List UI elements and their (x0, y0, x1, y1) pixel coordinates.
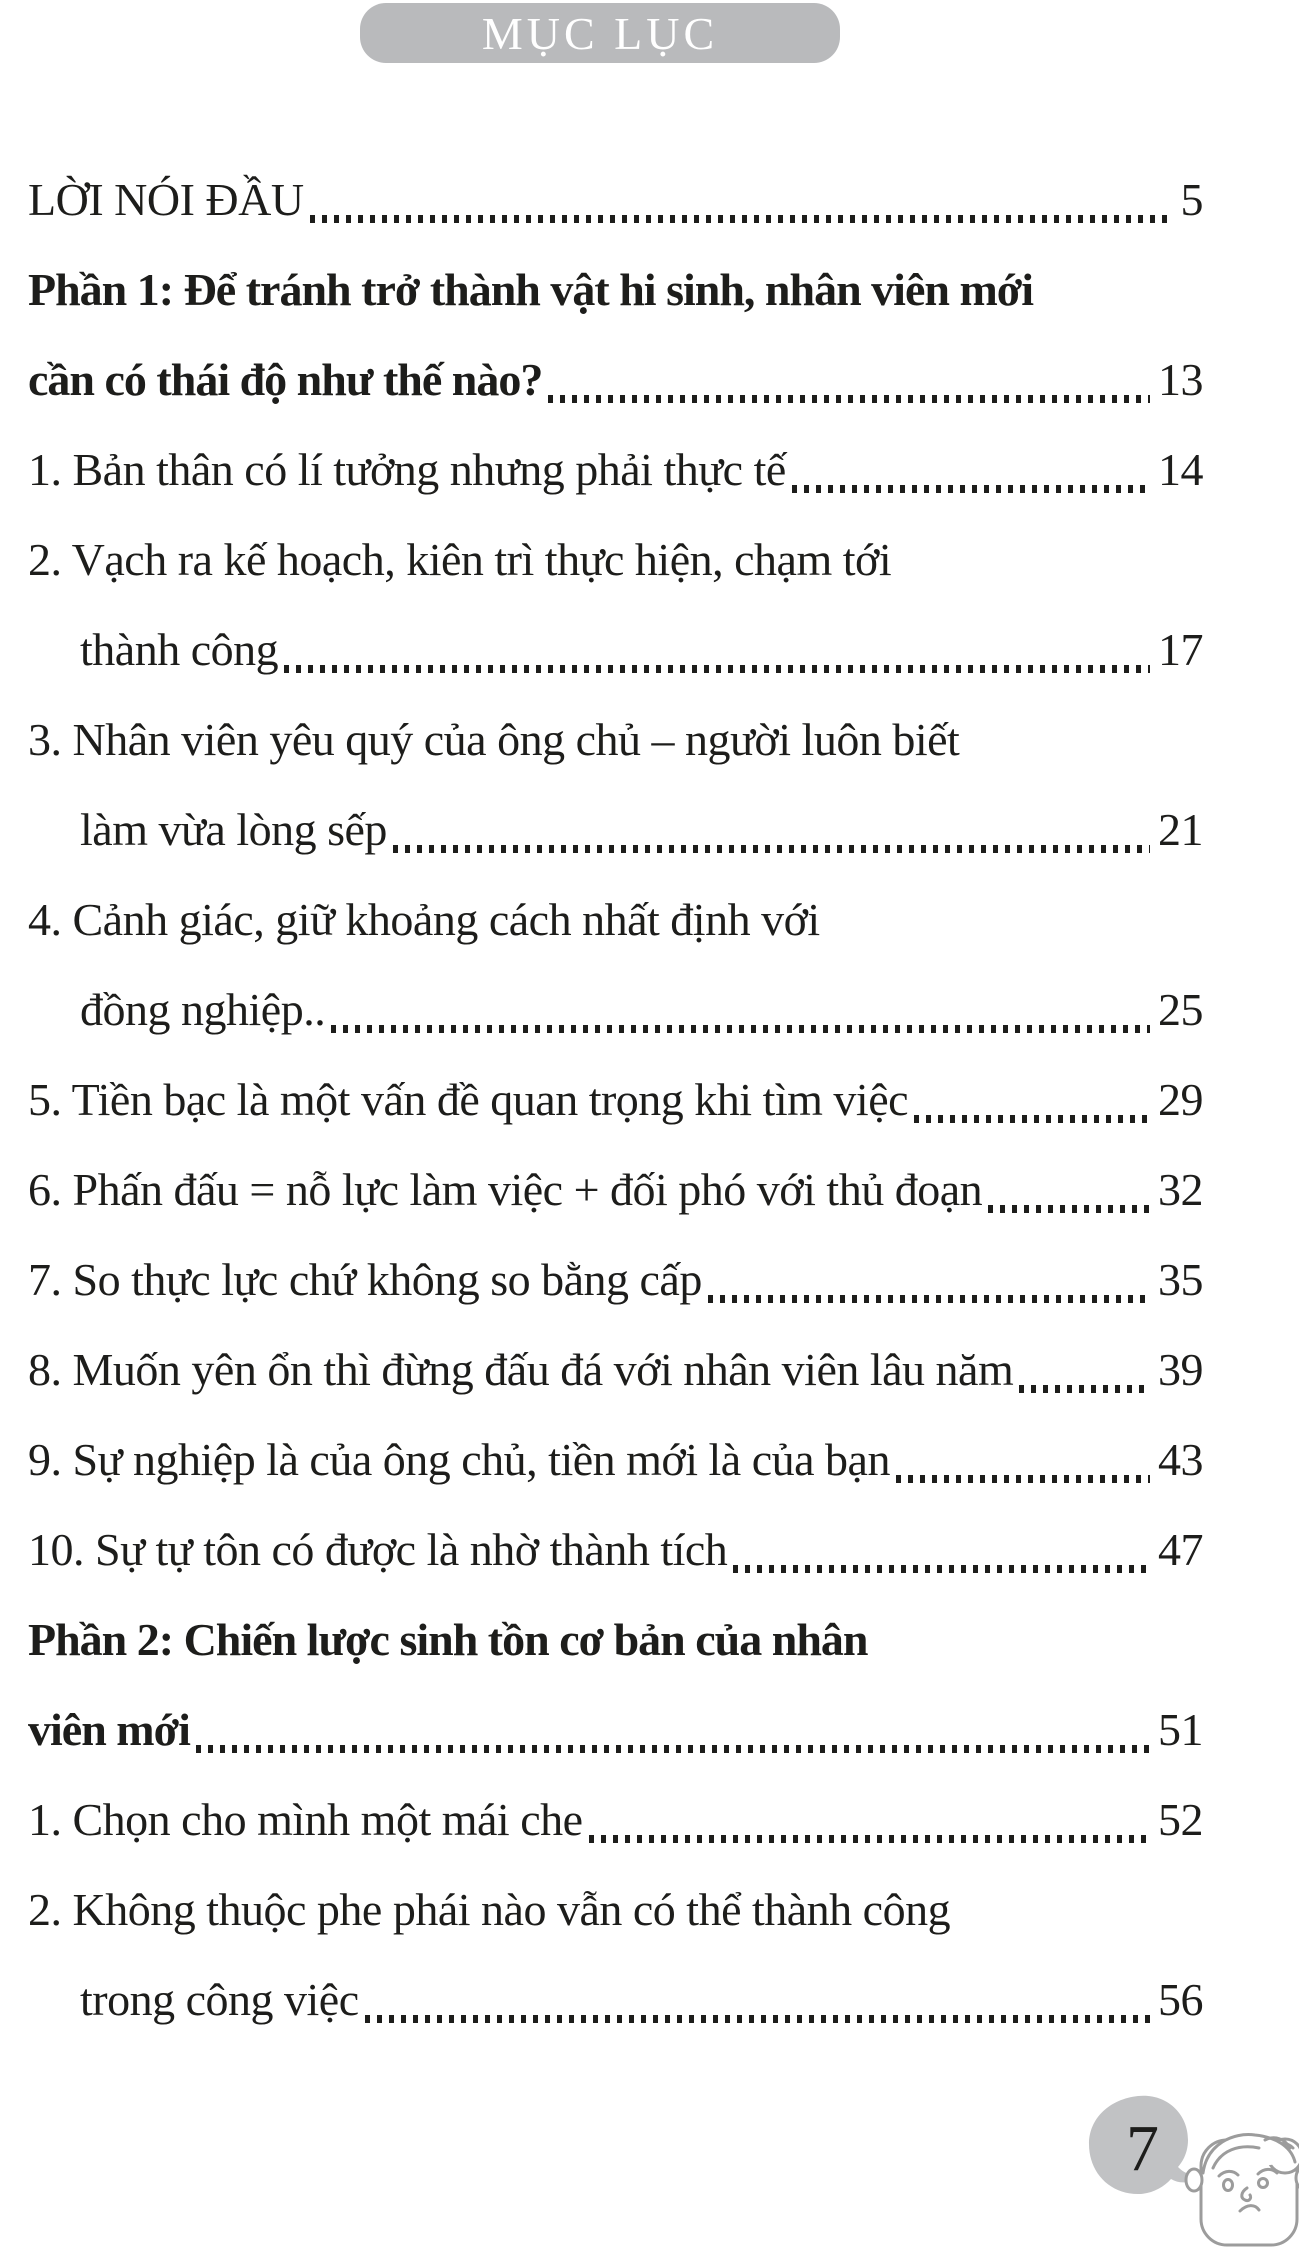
toc-entry-title: 2. Vạch ra kế hoạch, kiên trì thực hiện, chạm tới (28, 534, 892, 585)
toc-entry-title: 10. Sự tự tôn có được là nhờ thành tích (28, 1524, 728, 1575)
toc-entry-title: 7. So thực lực chứ không so bằng cấp (28, 1254, 702, 1305)
toc-entry-page: 32 (1158, 1164, 1203, 1215)
toc-entry (28, 1595, 1203, 1685)
toc-entry (28, 1955, 1203, 2045)
toc-entry (28, 965, 1203, 1055)
toc-entry-page: 17 (1158, 624, 1203, 675)
toc-entry-page: 51 (1158, 1704, 1203, 1755)
toc-entry (28, 1505, 1203, 1595)
toc-entry-title: đồng nghiệp.. (80, 984, 326, 1035)
toc-entry-page: 56 (1158, 1974, 1203, 2025)
toc-entry-title: 1. Chọn cho mình một mái che (28, 1794, 583, 1845)
dot-leader (589, 1835, 1150, 1843)
toc-entry (28, 1145, 1203, 1235)
dot-leader (365, 2015, 1150, 2023)
toc-entry (28, 875, 1203, 965)
toc-entry-title: LỜI NÓI ĐẦU (28, 174, 304, 225)
toc-entry (28, 1775, 1203, 1865)
toc-entry-page: 35 (1158, 1254, 1203, 1305)
toc-entry (28, 1865, 1203, 1955)
toc-entry-title: 4. Cảnh giác, giữ khoảng cách nhất định với (28, 894, 820, 945)
toc-entry-title: 6. Phấn đấu = nỗ lực làm việc + đối phó với thủ đoạn (28, 1164, 983, 1215)
toc-entry-title: Phần 2: Chiến lược sinh tồn cơ bản của nhân (28, 1614, 868, 1665)
toc-entry-page: 13 (1158, 354, 1203, 405)
toc-entry-page: 39 (1158, 1344, 1203, 1395)
toc-entry-title: 5. Tiền bạc là một vấn đề quan trọng khi tìm việc (28, 1074, 909, 1125)
toc-entry (28, 335, 1203, 425)
toc-entry (28, 425, 1203, 515)
toc-entry (28, 245, 1203, 335)
toc-entry-title: cần có thái độ như thế nào? (28, 354, 543, 405)
toc-entry (28, 1325, 1203, 1415)
toc-entry-title: 8. Muốn yên ổn thì đừng đấu đá với nhân viên lâu năm (28, 1344, 1014, 1395)
dot-leader (331, 1025, 1150, 1033)
toc-entry-title: Phần 1: Để tránh trở thành vật hi sinh, nhân viên mới (28, 264, 1034, 315)
toc-entry (28, 1055, 1203, 1145)
toc-entry-page: 5 (1180, 174, 1203, 225)
toc-entry (28, 1685, 1203, 1775)
dot-leader (393, 845, 1150, 853)
toc-entry-page: 52 (1158, 1794, 1203, 1845)
toc-entry-title: thành công (80, 624, 279, 675)
dot-leader (792, 485, 1150, 493)
toc-entry-title: viên mới (28, 1704, 190, 1755)
dot-leader (548, 395, 1150, 403)
toc-entry-title: 1. Bản thân có lí tưởng nhưng phải thực tế (28, 444, 786, 495)
toc-entry-page: 14 (1158, 444, 1203, 495)
toc-entry-title: trong công việc (80, 1974, 359, 2025)
toc-entry-page: 43 (1158, 1434, 1203, 1485)
toc-entry-page: 21 (1158, 804, 1203, 855)
toc-entry (28, 1415, 1203, 1505)
toc-entry-title: 9. Sự nghiệp là của ông chủ, tiền mới là của bạn (28, 1434, 890, 1485)
toc-entry (28, 695, 1203, 785)
grandma-face-icon (1163, 2118, 1299, 2258)
toc-entry (28, 785, 1203, 875)
toc-entry (28, 605, 1203, 695)
dot-leader (988, 1205, 1150, 1213)
toc-list (28, 155, 1203, 2045)
toc-entry-page: 47 (1158, 1524, 1203, 1575)
dot-leader (914, 1115, 1150, 1123)
toc-header-banner (360, 3, 840, 63)
page-title: MỤC LỤC (481, 7, 719, 59)
dot-leader (708, 1295, 1150, 1303)
toc-entry-title: 2. Không thuộc phe phái nào vẫn có thể thành công (28, 1884, 951, 1935)
toc-entry-title: 3. Nhân viên yêu quý của ông chủ – người luôn biết (28, 714, 960, 765)
dot-leader (1019, 1385, 1150, 1393)
toc-entry-title: làm vừa lòng sếp (80, 804, 387, 855)
dot-leader (196, 1745, 1150, 1753)
toc-entry-page: 29 (1158, 1074, 1203, 1125)
dot-leader (284, 665, 1150, 673)
dot-leader (733, 1565, 1150, 1573)
page-number-text: 7 (1126, 2112, 1159, 2185)
toc-entry (28, 515, 1203, 605)
toc-entry (28, 1235, 1203, 1325)
toc-entry-page: 25 (1158, 984, 1203, 1035)
dot-leader (896, 1475, 1150, 1483)
dot-leader (310, 215, 1173, 223)
toc-entry (28, 155, 1203, 245)
